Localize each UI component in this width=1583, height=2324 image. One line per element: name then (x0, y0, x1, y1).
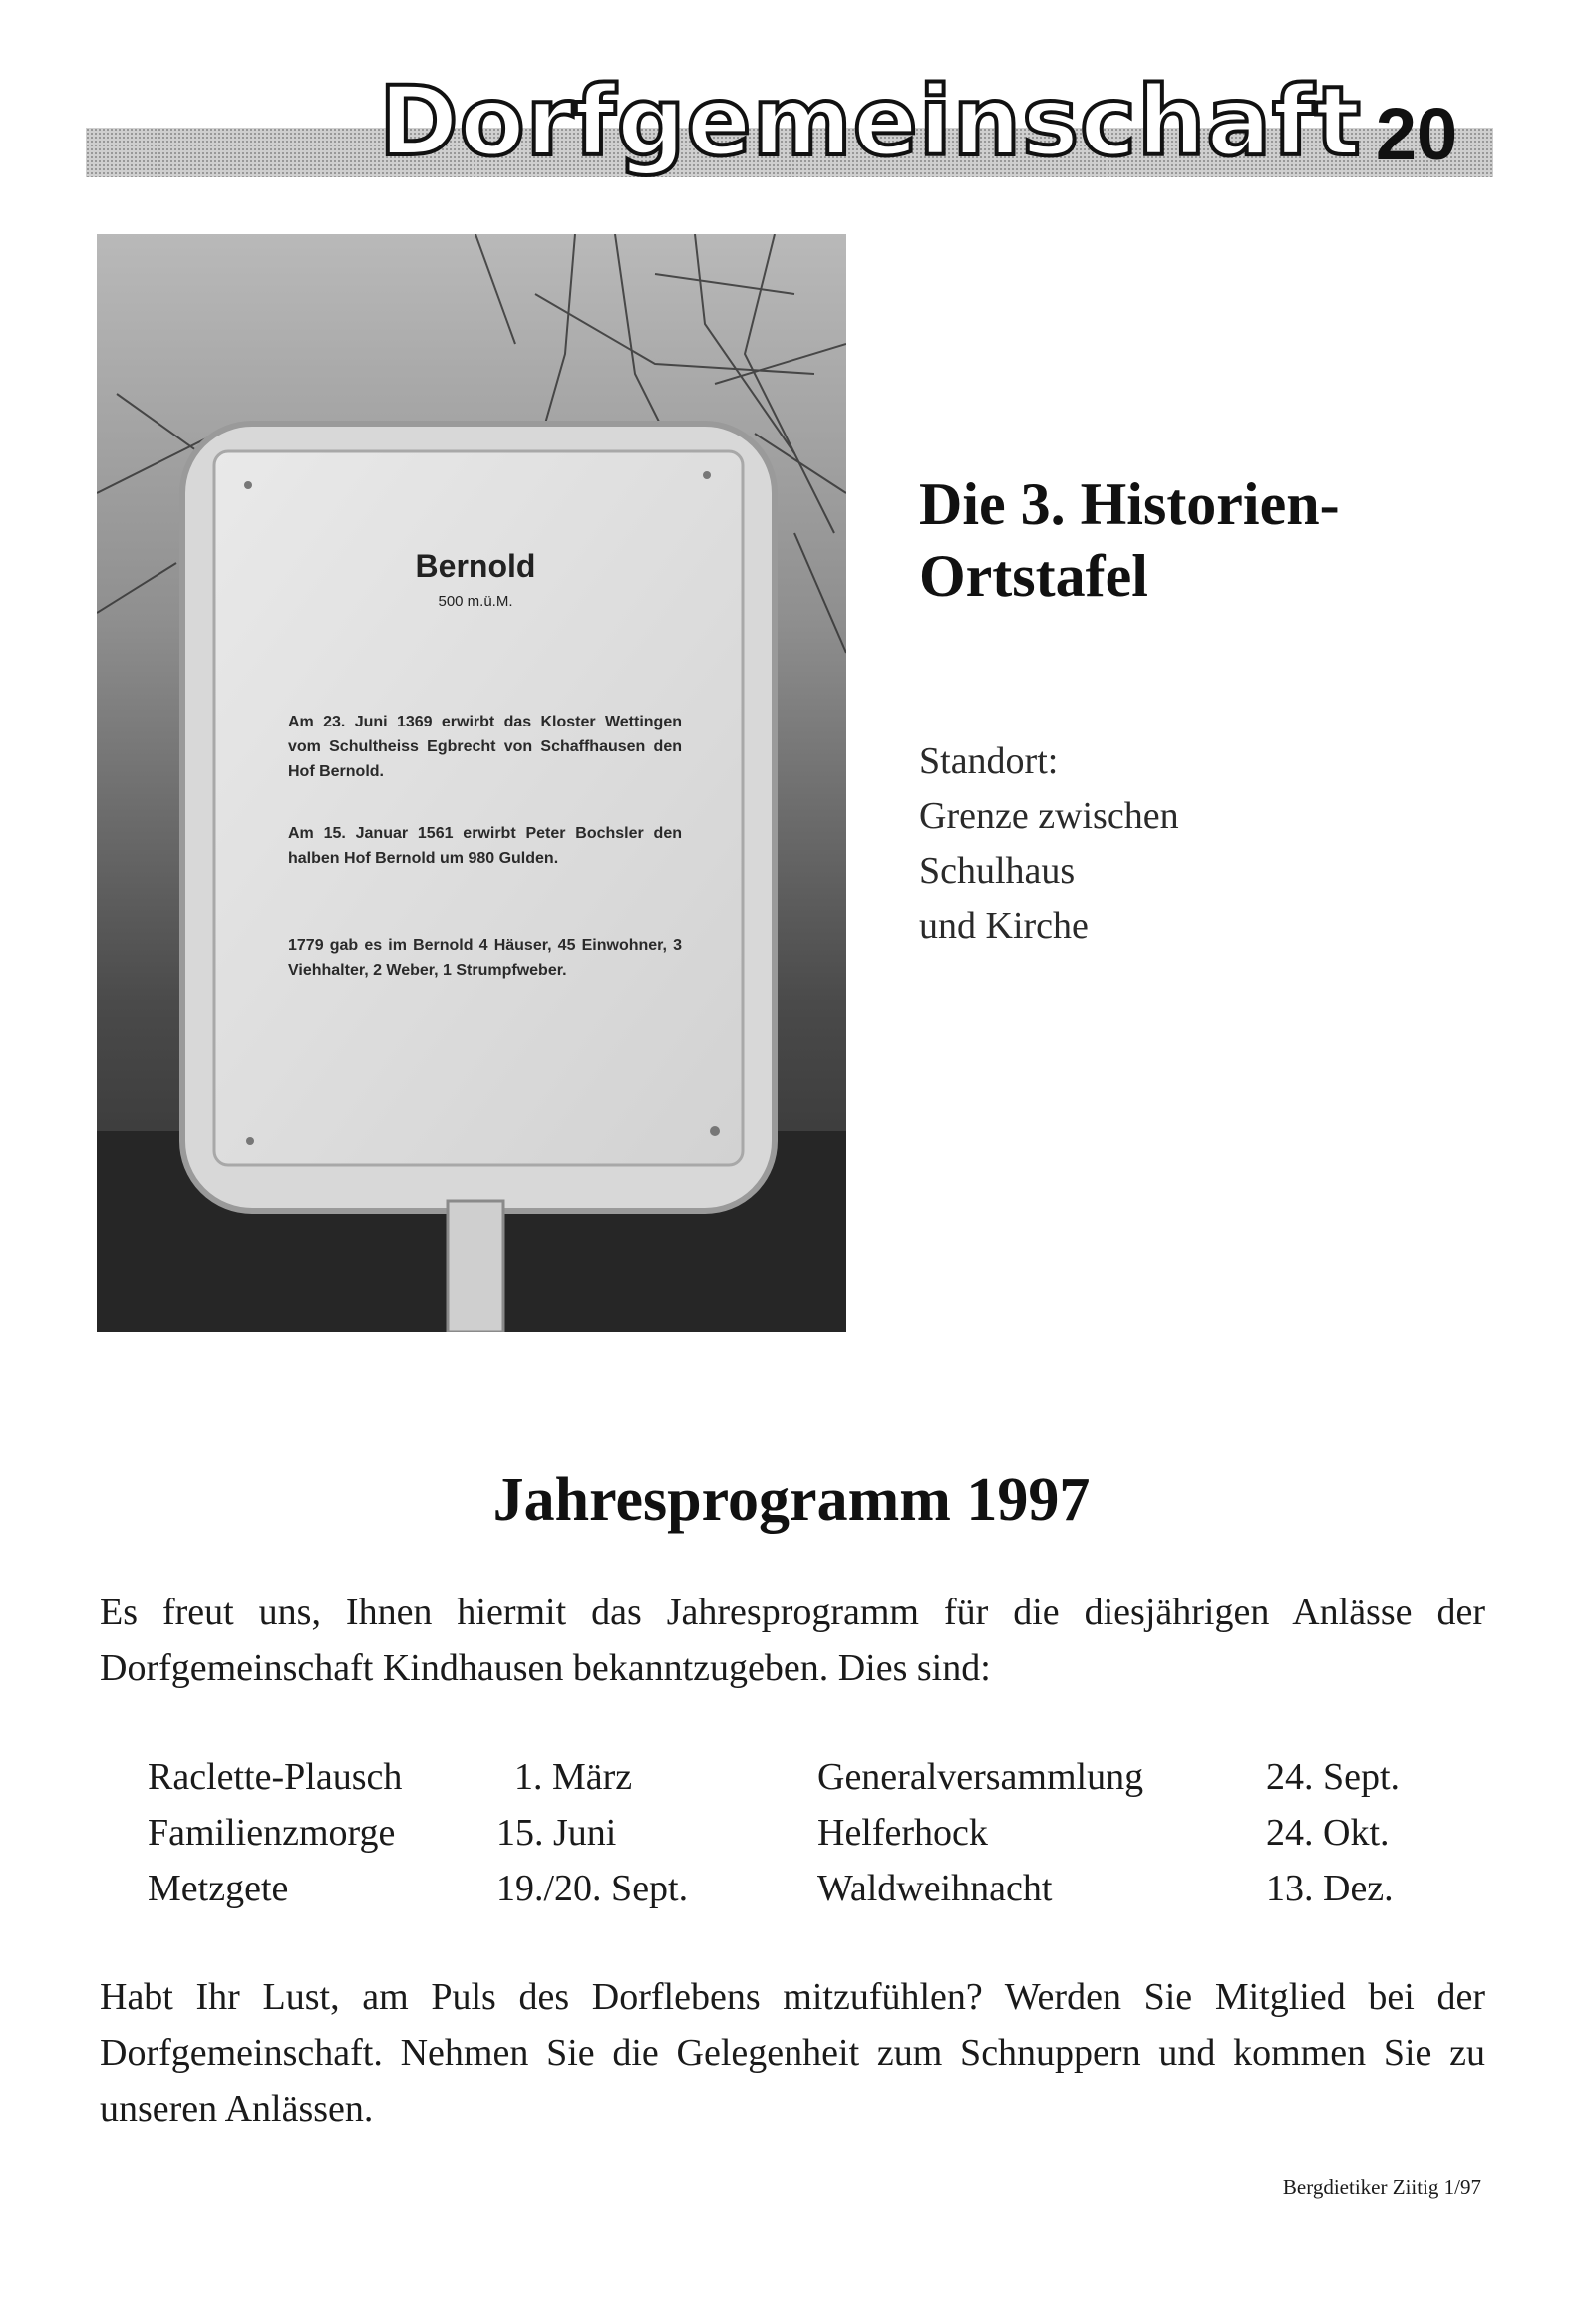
event-list (148, 1749, 1463, 1916)
event-date: 13. Dez. (1266, 1868, 1394, 1909)
location-label: Standort: (919, 740, 1059, 782)
sign-plate (216, 448, 735, 1146)
event-date: 15. Juni (496, 1812, 617, 1854)
article-title-line: Ortstafel (919, 543, 1148, 609)
page-number: 20 (1375, 93, 1458, 175)
event-name: Generalversammlung (817, 1756, 1144, 1798)
event-name: Waldweihnacht (817, 1868, 1053, 1909)
article-title (919, 468, 1437, 612)
event-date: 24. Sept. (1266, 1756, 1401, 1798)
event-name: Raclette-Plausch (148, 1756, 403, 1798)
sign-paragraph: Am 15. Januar 1561 erwirbt Peter Bochsler den halben Hof Bernold um 980 Gulden. (288, 825, 682, 867)
event-name: Helferhock (817, 1812, 988, 1854)
event-row (148, 1749, 1463, 1805)
event-name: Metzgete (148, 1868, 289, 1909)
event-date: 24. Okt. (1266, 1812, 1390, 1854)
program-heading: Jahresprogramm 1997 (492, 1466, 1091, 1534)
location-line: Grenze zwischen (919, 795, 1179, 837)
event-date: 1. März (514, 1756, 633, 1798)
footer-publication: Bergdietiker Ziitig 1/97 (1282, 2176, 1481, 2199)
location-line: und Kirche (919, 905, 1089, 947)
closing-paragraph: Habt Ihr Lust, am Puls des Dorflebens mitzufühlen? Werden Sie Mitglied bei der Dorfgemeinschaft. Nehmen Sie die Gelegenheit zum Schnuppern und kommen Sie zu unseren Anlässen. (100, 1976, 1485, 2130)
event-name: Familienzmorge (148, 1812, 396, 1854)
sign-paragraph: 1779 gab es im Bernold 4 Häuser, 45 Einwohner, 3 Viehhalter, 2 Weber, 1 Strumpfweber. (288, 937, 682, 979)
event-row (148, 1861, 1463, 1916)
sign-altitude: 500 m.ü.M. (438, 593, 513, 610)
sign-photo (97, 234, 846, 1332)
article-title-line: Die 3. Historien- (919, 471, 1340, 537)
sign-name: Bernold (415, 548, 536, 584)
location-line: Schulhaus (919, 850, 1076, 892)
intro-paragraph: Es freut uns, Ihnen hiermit das Jahresprogramm für die diesjährigen Anlässe der Dorfgemeinschaft Kindhausen bekanntzugeben. Dies sind: (100, 1592, 1485, 1689)
event-date: 19./20. Sept. (496, 1868, 689, 1909)
event-row (148, 1805, 1463, 1861)
sign-paragraph: Am 23. Juni 1369 erwirbt das Kloster Wettingen vom Schultheiss Egbrecht von Schaffhausen den Hof Bernold. (288, 714, 682, 780)
location-block (919, 734, 1437, 954)
section-title: Dorfgemeinschaft (379, 66, 1362, 177)
